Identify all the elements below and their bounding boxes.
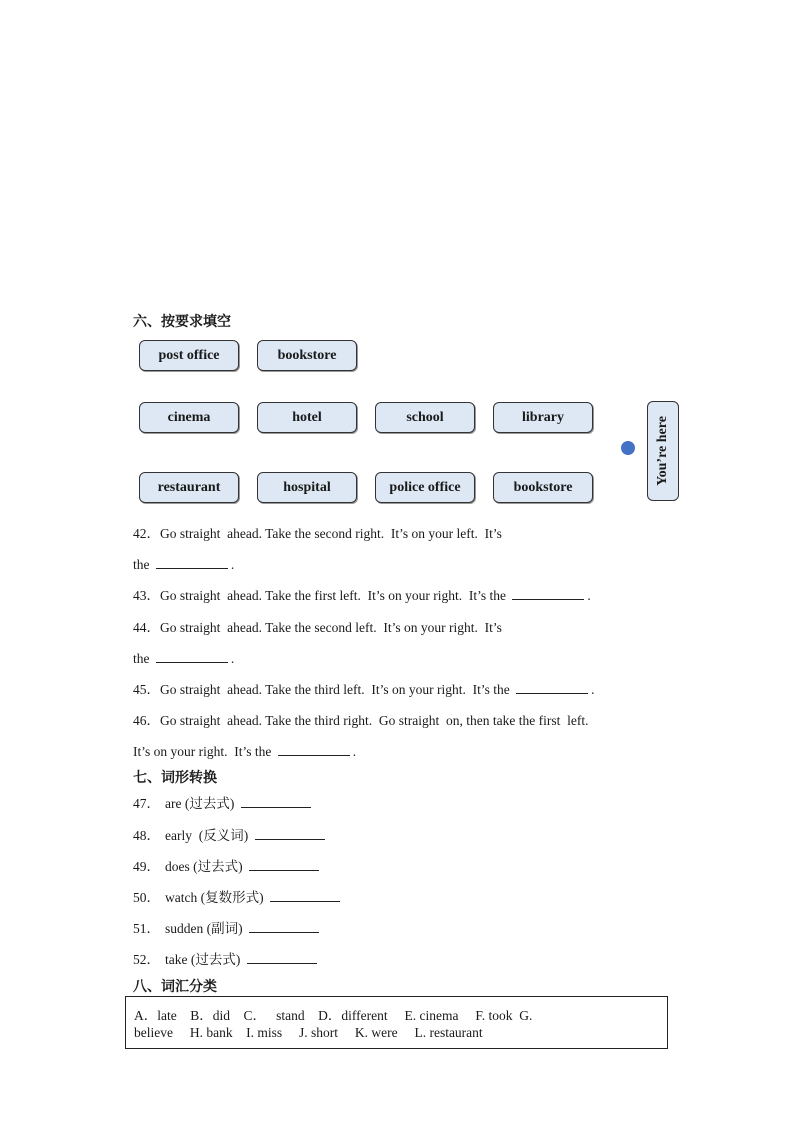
question-text: early (反义词) bbox=[165, 828, 252, 843]
word-form-line bbox=[133, 795, 314, 813]
map-place-box: cinema bbox=[139, 402, 239, 433]
map-place-box: police office bbox=[375, 472, 475, 503]
word-form-line bbox=[133, 920, 322, 938]
vocabulary-line: A．late B．did C． stand D．different E. cinema F. took G. bbox=[134, 1008, 533, 1023]
question-text: 44．Go straight ahead. Take the second left. It’s on your right. It’s bbox=[133, 620, 502, 635]
question-text-end: . bbox=[352, 744, 357, 759]
answer-blank[interactable] bbox=[247, 951, 317, 964]
question-text: 43．Go straight ahead. Take the first left. It’s on your right. It’s the bbox=[133, 588, 510, 603]
section-heading: 八、词汇分类 bbox=[133, 979, 217, 995]
word-form-line bbox=[133, 951, 320, 969]
answer-blank[interactable] bbox=[516, 681, 588, 694]
answer-blank[interactable] bbox=[249, 920, 319, 933]
word-form-line bbox=[133, 889, 343, 907]
section-heading: 七、词形转换 bbox=[133, 770, 217, 786]
question-text: does (过去式) bbox=[165, 859, 246, 874]
map-place-box: post office bbox=[139, 340, 239, 371]
answer-blank[interactable] bbox=[512, 587, 584, 600]
map-place-box: bookstore bbox=[257, 340, 357, 371]
question-text: watch (复数形式) bbox=[165, 890, 267, 905]
map-place-box: bookstore bbox=[493, 472, 593, 503]
question-number: 48． bbox=[133, 828, 160, 843]
vocabulary-box bbox=[125, 996, 668, 1049]
vocabulary-line: believe H. bank I. miss J. short K. were L. restaurant bbox=[134, 1025, 483, 1040]
map-place-box: hotel bbox=[257, 402, 357, 433]
question-number: 47． bbox=[133, 796, 160, 811]
question-text: the bbox=[133, 651, 153, 666]
answer-blank[interactable] bbox=[270, 889, 340, 902]
question-text-end: . bbox=[230, 651, 235, 666]
question-text-end: . bbox=[230, 557, 235, 572]
map-place-box: hospital bbox=[257, 472, 357, 503]
question-text: 46．Go straight ahead. Take the third right. Go straight on, then take the first left. bbox=[133, 713, 589, 728]
map-place-box: school bbox=[375, 402, 475, 433]
question-text: take (过去式) bbox=[165, 952, 244, 967]
question-text: sudden (副词) bbox=[165, 921, 246, 936]
question-text: the bbox=[133, 557, 153, 572]
direction-question-line bbox=[133, 525, 502, 543]
question-text-end: . bbox=[591, 682, 595, 697]
map-place-box: restaurant bbox=[139, 472, 239, 503]
section-heading: 六、按要求填空 bbox=[133, 314, 231, 330]
answer-blank[interactable] bbox=[156, 650, 228, 663]
direction-question-line bbox=[133, 712, 588, 730]
question-number: 49． bbox=[133, 859, 160, 874]
direction-question-line bbox=[133, 619, 502, 637]
question-text: It’s on your right. It’s the bbox=[133, 744, 275, 759]
direction-question-line bbox=[133, 650, 234, 668]
location-marker-dot bbox=[621, 441, 635, 455]
answer-blank[interactable] bbox=[241, 795, 311, 808]
word-form-line bbox=[133, 858, 322, 876]
answer-blank[interactable] bbox=[255, 827, 325, 840]
answer-blank[interactable] bbox=[156, 556, 228, 569]
question-text: 45．Go straight ahead. Take the third left. It’s on your right. It’s the bbox=[133, 682, 514, 697]
map-place-box: library bbox=[493, 402, 593, 433]
question-number: 50． bbox=[133, 890, 160, 905]
direction-question-line bbox=[133, 743, 356, 761]
question-number: 51． bbox=[133, 921, 160, 936]
answer-blank[interactable] bbox=[278, 743, 350, 756]
you-are-here-box bbox=[647, 401, 679, 501]
question-number: 52． bbox=[133, 952, 160, 967]
direction-question-line bbox=[133, 556, 234, 574]
question-text: 42．Go straight ahead. Take the second right. It’s on your left. It’s bbox=[133, 526, 502, 541]
word-form-line bbox=[133, 827, 328, 845]
direction-question-line bbox=[133, 587, 591, 605]
direction-question-line bbox=[133, 681, 594, 699]
question-text: are (过去式) bbox=[165, 796, 238, 811]
answer-blank[interactable] bbox=[249, 858, 319, 871]
question-text-end: . bbox=[587, 588, 591, 603]
you-are-here-label: You’re here bbox=[655, 416, 670, 486]
